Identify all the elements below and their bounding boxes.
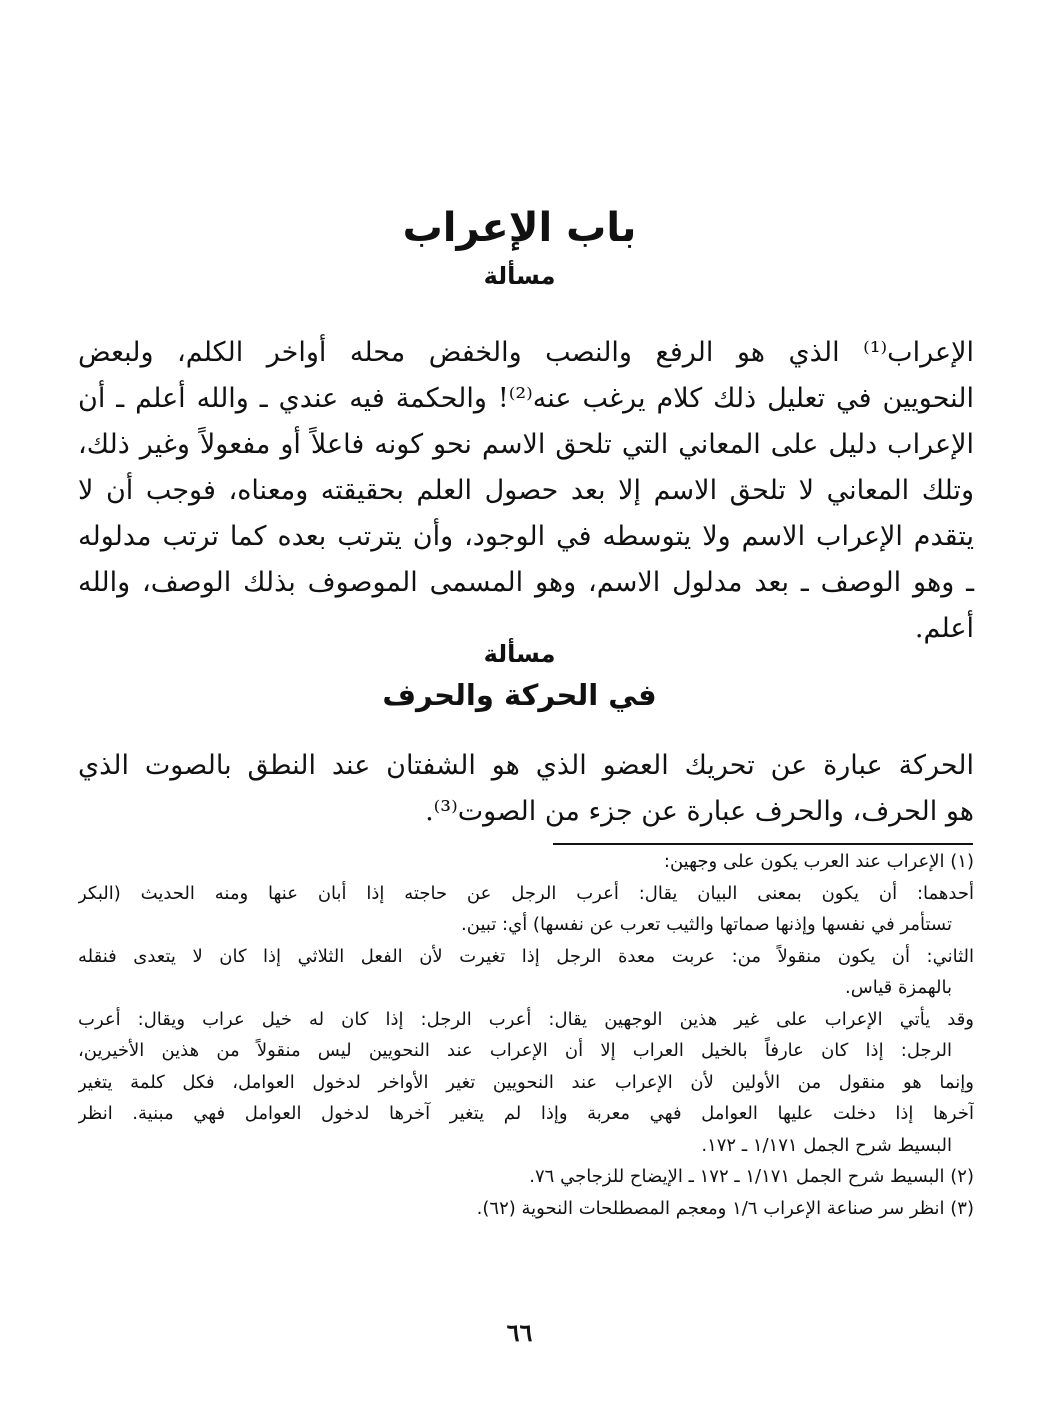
- paragraph-line: ـ وهو الوصف ـ بعد مدلول الاسم، وهو المسمى الموصوف بذلك الوصف، والله: [78, 567, 974, 598]
- footnote-line: بالهمزة قياس.: [845, 977, 952, 998]
- footnotes: [78, 846, 974, 1224]
- footnote-line: الرجل: إذا كان عارفاً بالخيل العراب إلا أن الإعراب عند النحويين ليس منقولاً من هذين الأخيرين،: [78, 1040, 952, 1061]
- paragraph-line: الإعراب⁽¹⁾ الذي هو الرفع والنصب والخفض محله أواخر الكلم، ولبعض: [78, 337, 974, 368]
- footnote-line: الثاني: أن يكون منقولاً من: عربت معدة الرجل إذا تغيرت لأن الفعل الثلاثي إذا كان لا يتعدى فنقله: [78, 945, 974, 967]
- footnote-line: (٢) البسيط شرح الجمل ١/١٧١ ـ ١٧٢ ـ الإيضاح للزجاجي ٧٦.: [529, 1166, 974, 1187]
- footnote-line: أحدهما: أن يكون بمعنى البيان يقال: أعرب الرجل عن حاجته إذا أبان عنها ومنه الحديث (البكر: [78, 882, 974, 904]
- chapter-title: باب الإعراب: [402, 205, 637, 251]
- footnote-line: (٣) انظر سر صناعة الإعراب ١/٦ ومعجم المصطلحات النحوية (٦٢).: [476, 1197, 974, 1219]
- section-title-1: مسألة: [483, 262, 556, 290]
- section-title-2: مسألة: [483, 640, 556, 668]
- paragraph-line: أعلم.: [914, 613, 974, 644]
- paragraph-line: يتقدم الإعراب الاسم ولا يتوسطه في الوجود، وأن يترتب بعده كما ترتب مدلوله: [78, 521, 974, 552]
- page-number: ٦٦: [506, 1318, 533, 1347]
- paragraph-line: وتلك المعاني لا تلحق الاسم إلا بعد حصول العلم بحقيقته ومعناه، فوجب أن لا: [78, 475, 974, 506]
- paragraph-line: الحركة عبارة عن تحريك العضو الذي هو الشفتان عند النطق بالصوت الذي: [78, 750, 974, 781]
- footnote-line: آخرها إذا دخلت عليها العوامل فهي معربة وإذا لم يتغير آخرها لدخول العوامل فهي مبنية. انظر: [78, 1103, 974, 1124]
- footnote-line: وقد يأتي الإعراب على غير هذين الوجهين يقال: أعرب الرجل: إذا كان له خيل عراب ويقال: أعرب: [78, 1008, 974, 1030]
- subsection-title: في الحركة والحرف: [382, 678, 657, 712]
- footnote-line: تستأمر في نفسها وإذنها صماتها والثيب تعرب عن نفسها) أي: تبين.: [461, 914, 952, 935]
- paragraph-line: النحويين في تعليل ذلك كلام يرغب عنه⁽²⁾! والحكمة فيه عندي ـ والله أعلم ـ أن: [78, 383, 975, 414]
- paragraph-2: [78, 743, 974, 835]
- paragraph-1: [78, 330, 974, 652]
- footnote-line: البسيط شرح الجمل ١/١٧١ ـ ١٧٢.: [701, 1134, 952, 1156]
- footnote-divider: [553, 843, 973, 845]
- footnote-line: وإنما هو منقول من الأولين لأن الإعراب عند النحويين تغير الأواخر لدخول العوامل، فكل كلمة يتغير: [78, 1071, 974, 1093]
- footnote-line: (١) الإعراب عند العرب يكون على وجهين:: [663, 851, 974, 872]
- paragraph-line: الإعراب دليل على المعاني التي تلحق الاسم نحو كونه فاعلاً أو مفعولاً وغير ذلك،: [78, 429, 974, 460]
- paragraph-line: هو الحرف، والحرف عبارة عن جزء من الصوت⁽³⁾.: [425, 796, 974, 827]
